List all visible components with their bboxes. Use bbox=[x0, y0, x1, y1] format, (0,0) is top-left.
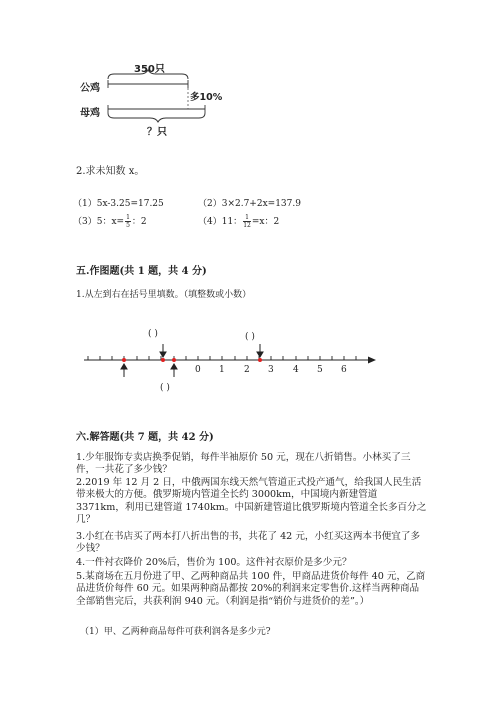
tick-label-3: 3 bbox=[268, 365, 274, 375]
fraction-one-twelfth: $\frac{1}{12}$ bbox=[243, 214, 251, 229]
tick-label-0: 0 bbox=[195, 365, 201, 375]
equation-1: （1）5x-3.25=17.25 bbox=[73, 199, 164, 209]
tick-label-5: 5 bbox=[317, 365, 323, 375]
hen-label: 母鸡 bbox=[80, 108, 100, 119]
question-label: ？只 bbox=[147, 127, 167, 138]
axis-arrow bbox=[368, 357, 376, 364]
point-d bbox=[258, 358, 262, 362]
problem-4: 4.一件衬衣降价 20%后，售价为 100。这件衬衣原价是多少元？ bbox=[76, 557, 352, 568]
top-label: 350只 bbox=[134, 64, 165, 75]
q2-title: 2.求未知数 x。 bbox=[76, 166, 145, 177]
equation-2: （2）3×2.7+2x=137.9 bbox=[198, 199, 301, 209]
arrow-down-d bbox=[257, 344, 263, 357]
equation-3: （3）5：x= $\frac{1}{5}$ ：2 bbox=[73, 214, 147, 229]
answer-bracket-bottom[interactable]: ( ) bbox=[160, 383, 170, 393]
point-b bbox=[161, 358, 165, 362]
segment-diagram-lines bbox=[0, 0, 500, 150]
tick-label-4: 4 bbox=[293, 365, 299, 375]
fraction-one-fifth: $\frac{1}{5}$ bbox=[126, 214, 130, 229]
problem-5: 5.某商场在五月份进了甲、乙两种商品共 100 件，甲商品进货价每件 40 元，乙商品进货价每件 60 元。如果两种商品都按 20%的利润来定零售价.这样当两种商品全部销售完后，共获利润 940 元。（利润是指“销价与进货价的差”。） bbox=[76, 571, 426, 607]
rooster-label: 公鸡 bbox=[80, 83, 100, 94]
problem-2: 2.2019 年 12 月 2 日，中俄两国东线天然气管道正式投产通气，给我国人民生活带来极大的方便。俄罗斯境内管道全长约 3000km，中国境内新建管道 3371km，利用已建管道 1740km。中国新建管道比俄罗斯境内管道全长多百分之几？ bbox=[76, 477, 427, 526]
bottom-brace bbox=[108, 113, 205, 122]
equation-4: （4）11： $\frac{1}{12}$ =x：2 bbox=[198, 214, 280, 229]
section5-heading: 五.作图题(共 1 题，共 4 分) bbox=[76, 266, 207, 277]
section5-q1: 1.从左到右在括号里填数。（填整数或小数） bbox=[76, 290, 252, 300]
sub-question-1: （1）甲、乙两种商品每件可获利润各是多少元? bbox=[80, 627, 271, 637]
arrow-up-c bbox=[171, 364, 177, 377]
problem-1: 1.少年服饰专卖店换季促销，每件半袖原价 50 元，现在八折销售。小林买了三件，一共花了多少钱？ bbox=[76, 452, 411, 476]
tick-label-1: 1 bbox=[219, 365, 225, 375]
answer-bracket-top-left[interactable]: ( ) bbox=[148, 329, 158, 339]
axis-ticks bbox=[88, 356, 356, 360]
extra-label: 多10% bbox=[190, 92, 223, 103]
segment-diagram bbox=[0, 0, 500, 150]
tick-label-6: 6 bbox=[341, 365, 347, 375]
arrow-up-a bbox=[121, 364, 127, 377]
number-line bbox=[0, 320, 500, 400]
point-a bbox=[122, 358, 126, 362]
point-c bbox=[172, 358, 176, 362]
problem-3: 3.小红在书店买了两本打八折出售的书，共花了 42 元，小红买这两本书便宜了多少钱？ bbox=[76, 531, 421, 555]
tick-label-2: 2 bbox=[244, 365, 250, 375]
answer-bracket-top-right[interactable]: ( ) bbox=[245, 332, 255, 342]
arrow-down-b bbox=[160, 344, 166, 357]
section6-heading: 六.解答题(共 7 题，共 42 分) bbox=[76, 432, 214, 443]
